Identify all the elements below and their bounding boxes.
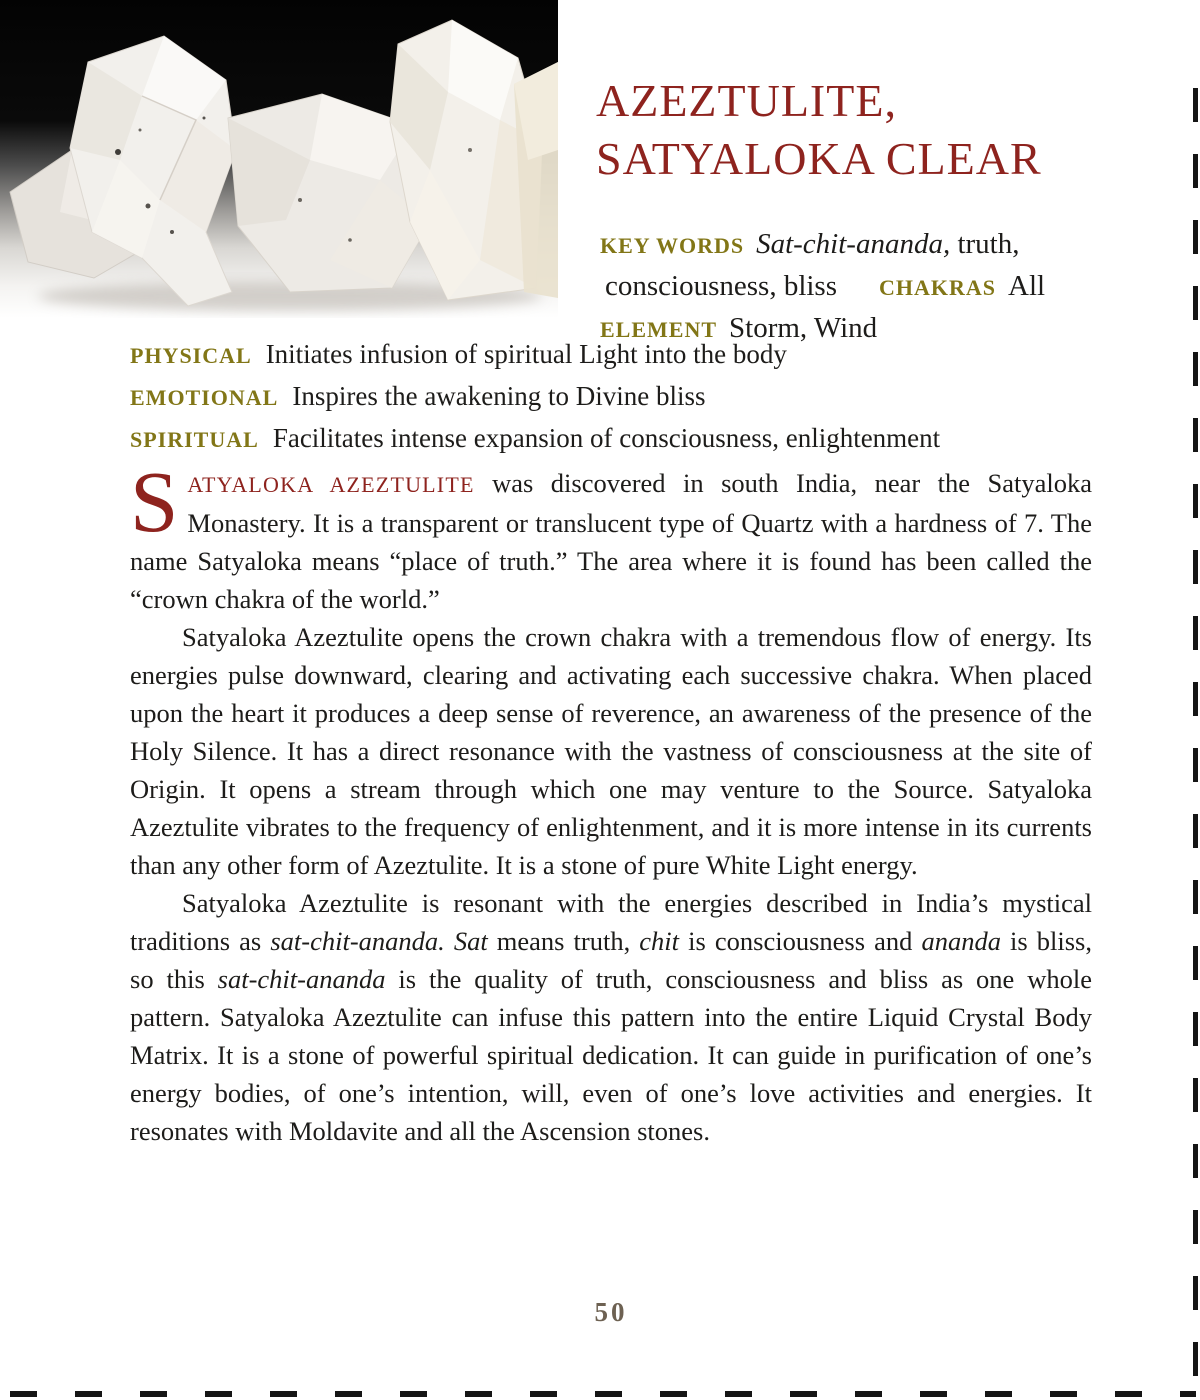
key-words-value-continued: consciousness, bliss <box>605 270 837 302</box>
text-segment-italic: ananda <box>921 926 1001 956</box>
text-segment-italic: chit <box>639 926 680 956</box>
crystal-photo-illustration <box>0 0 558 318</box>
emotional-label: EMOTIONAL <box>130 385 279 410</box>
spiritual-text: Facilitates intense expansion of consciousness, enlightenment <box>272 423 941 453</box>
body-paragraph <box>130 618 1092 884</box>
element-label: ELEMENT <box>600 317 718 342</box>
text-segment-italic: sat-chit-ananda. Sat <box>270 926 488 956</box>
page-number: 50 <box>594 1297 628 1327</box>
page-title <box>596 72 1042 188</box>
attribute-lines <box>130 334 1130 460</box>
emotional-text: Inspires the awakening to Divine bliss <box>292 381 706 411</box>
physical-label: PHYSICAL <box>130 343 252 368</box>
body-paragraph <box>130 453 1092 618</box>
element-value: Storm, Wind <box>729 312 878 344</box>
text-segment-redcaps: ATYALOKA AZEZTULITE <box>187 472 475 497</box>
body-paragraph <box>130 884 1092 1150</box>
attribute-line-spiritual <box>130 418 1130 460</box>
key-words-value: truth, <box>957 228 1020 260</box>
key-words-label: KEY WORDS <box>600 233 745 258</box>
bottom-trim-marks <box>10 1391 1196 1397</box>
text-segment-italic: sat-chit-ananda <box>217 964 386 994</box>
text-segment-normal: is consciousness and <box>679 926 922 956</box>
attribute-line-physical <box>130 334 1130 376</box>
physical-text: Initiates infusion of spiritual Light into the body <box>265 339 787 369</box>
text-segment-normal: means truth, <box>487 926 640 956</box>
text-segment-normal: was discovered in south India, near the Satyaloka Monastery. It is a transparent or translucent type of Quartz with a hardness of 7. The name Satyaloka means “place of truth.” The area where it is found has been called the “crown chakra of the world.” <box>130 468 1092 614</box>
attribute-line-emotional <box>130 376 1130 418</box>
spiritual-label: SPIRITUAL <box>130 427 259 452</box>
title-line-1: AZEZTULITE, <box>596 75 897 126</box>
page-footer <box>130 1297 1092 1328</box>
title-line-2: SATYALOKA CLEAR <box>596 133 1042 184</box>
keywords-block <box>600 224 1130 350</box>
body-paragraphs <box>130 453 1092 1150</box>
chakras-line <box>600 266 1130 308</box>
page-edge-tab-marks <box>1193 88 1198 1388</box>
key-words-line <box>600 224 1130 266</box>
text-segment-normal: Satyaloka Azeztulite is resonant with the energies described in India’s mystical traditions as <box>130 888 1092 956</box>
key-words-value-italic: Sat-chit-ananda, <box>756 228 951 260</box>
text-segment-dropcap: S <box>130 453 179 550</box>
text-segment-normal: is bliss, so this <box>130 926 1092 994</box>
chakras-value: All <box>1008 270 1046 302</box>
text-segment-normal: is the quality of truth, consciousness and bliss as one whole pattern. Satyaloka Azeztulite can infuse this pattern into the entire Liquid Crystal Body Matrix. It is a stone of powerful spiritual dedication. It can guide in purification of one’s energy bodies, of one’s intention, will, even of one’s love activities and energies. It resonates with Moldavite and all the Ascension stones. <box>130 964 1092 1146</box>
crystal-photo <box>0 0 558 318</box>
text-segment-normal: Satyaloka Azeztulite opens the crown chakra with a tremendous flow of energy. Its energies pulse downward, clearing and activating each successive chakra. When placed upon the heart it produces a deep sense of reverence, an awareness of the presence of the Holy Silence. It has a direct resonance with the vastness of consciousness at the site of Origin. It opens a stream through which one may venture to the Source. Satyaloka Azeztulite vibrates to the frequency of enlightenment, and it is more intense in its currents than any other form of Azeztulite. It is a stone of pure White Light energy. <box>130 622 1092 880</box>
chakras-label: CHAKRAS <box>879 275 997 300</box>
